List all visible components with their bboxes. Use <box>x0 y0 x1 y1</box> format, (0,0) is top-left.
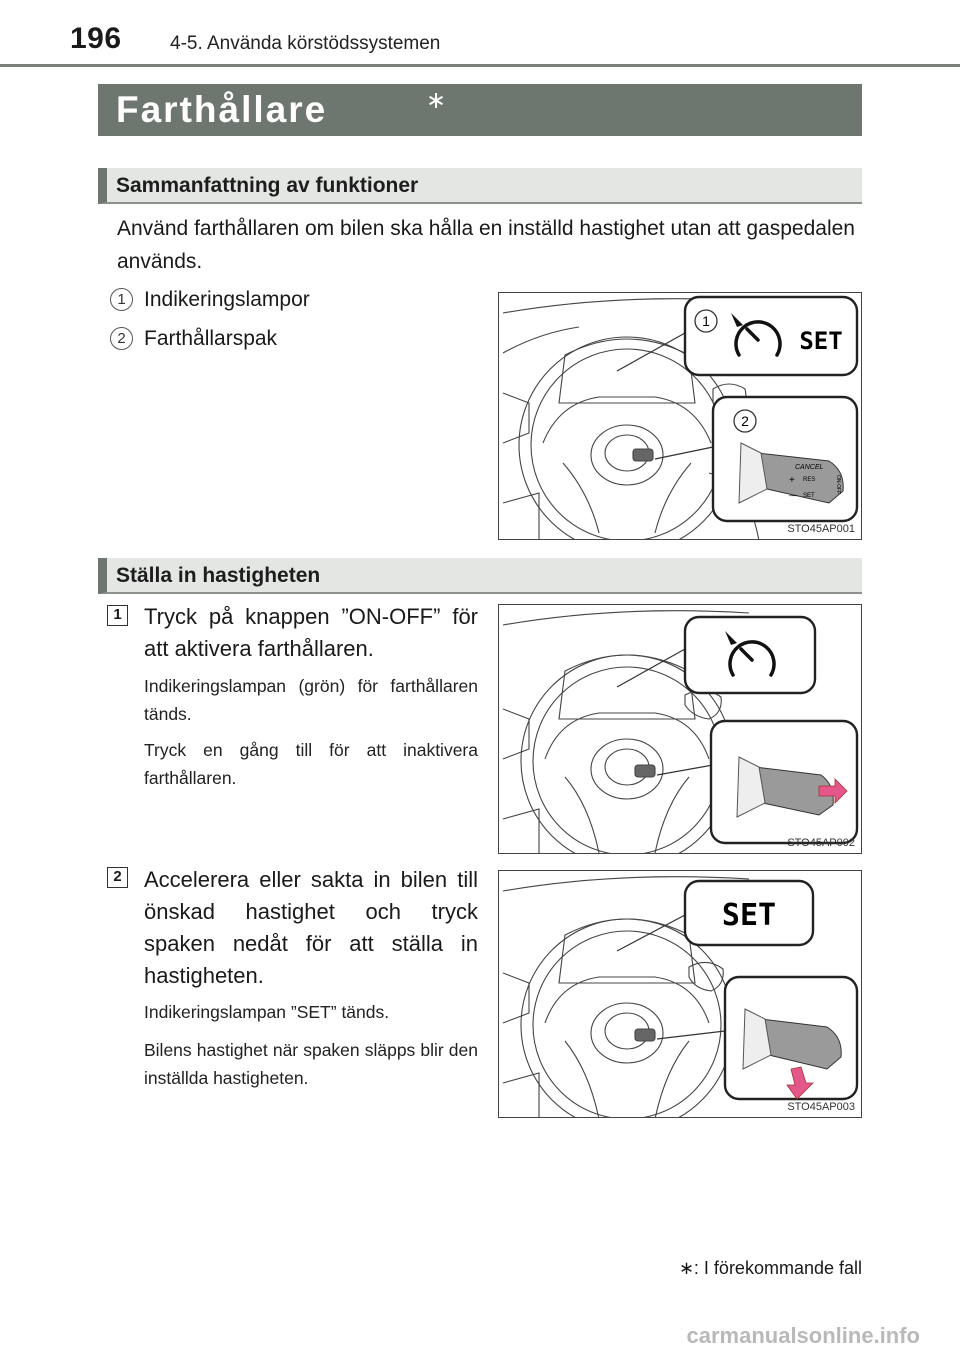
footnote-marker: ∗ <box>426 87 447 114</box>
section-heading-summary <box>98 168 862 204</box>
callout-number: 2 <box>741 413 749 429</box>
set-indicator-text: SET <box>721 898 777 933</box>
step-text: Tryck på knappen ”ON-OFF” för att aktivera farthållaren. <box>144 604 478 661</box>
figure-step-2 <box>498 870 862 1118</box>
figure-step-1 <box>498 604 862 854</box>
step-number: 1 <box>107 605 128 626</box>
step-note: Indikeringslampan (grön) för farthållaren tänds. <box>144 676 478 724</box>
lever-set-label: SET <box>803 493 815 499</box>
section-heading-set-speed <box>98 558 862 594</box>
chapter-title: 4-5. Använda körstödssystemen <box>170 33 441 54</box>
callout-number: 1 <box>702 313 710 329</box>
step-text: Accelerera eller sakta in bilen till önskad hastighet och tryck spaken nedåt för att ställa in hastigheten. <box>144 867 478 988</box>
figure-overview <box>498 292 862 540</box>
step-note: Bilens hastighet när spaken släpps blir den inställda hastigheten. <box>144 1040 478 1088</box>
header-rule <box>0 64 960 67</box>
page-title-bar <box>98 84 862 136</box>
lever-plus-label: + <box>789 475 795 486</box>
lever-cancel-label: CANCEL <box>795 464 824 471</box>
item-label: Indikeringslampor <box>144 288 310 311</box>
page-title: Farthållare <box>116 89 328 130</box>
footnote <box>679 1258 862 1279</box>
step-note: Indikeringslampan ”SET” tänds. <box>144 1002 390 1022</box>
lever-res-label: RES <box>803 477 816 483</box>
footnote-text: : I förekommande fall <box>693 1258 862 1278</box>
dashboard-illustration <box>499 871 862 1118</box>
item-number: 1 <box>110 288 133 311</box>
section-heading-text: Ställa in hastigheten <box>116 564 321 587</box>
item-label: Farthållarspak <box>144 327 278 350</box>
item-number: 2 <box>110 327 133 350</box>
intro-paragraph: Använd farthållaren om bilen ska hålla en inställd hastighet utan att gaspedalen används. <box>117 217 855 273</box>
lever-onoff-label: ON-OFF <box>835 475 841 495</box>
watermark: carmanualsonline.info <box>686 1323 920 1348</box>
step-note: Tryck en gång till för att inaktivera farthållaren. <box>144 740 478 788</box>
set-indicator-text: SET <box>799 327 843 355</box>
dashboard-illustration <box>499 605 862 854</box>
lever-minus-label: — <box>789 491 797 500</box>
step-number: 2 <box>107 867 128 888</box>
figure-code: STO45AP002 <box>787 837 855 849</box>
figure-code: STO45AP001 <box>787 523 855 535</box>
section-heading-text: Sammanfattning av funktioner <box>116 174 419 197</box>
footnote-marker: ∗ <box>678 1258 694 1278</box>
dashboard-illustration <box>499 293 862 540</box>
page-number: 196 <box>70 22 122 55</box>
figure-code: STO45AP003 <box>787 1101 855 1113</box>
